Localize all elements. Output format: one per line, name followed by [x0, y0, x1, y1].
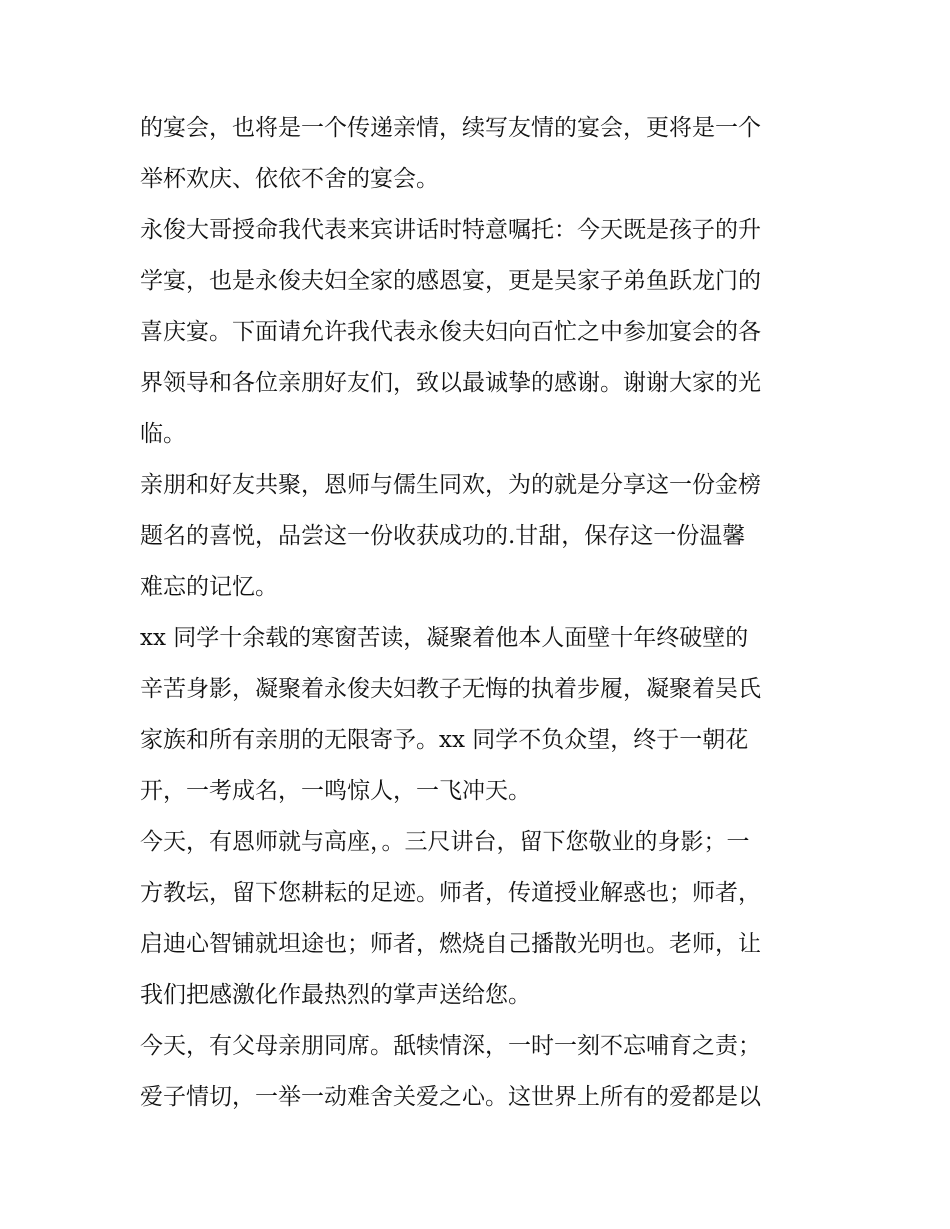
text-line: 方教坛，留下您耕耘的足迹。师者，传道授业解惑也；师者，: [140, 880, 761, 906]
text-line: 喜庆宴。下面请允许我代表永俊夫妇向百忙之中参加宴会的各: [140, 319, 761, 345]
text-line: 爱子情切，一举一动难舍关爱之心。这世界上所有的爱都是以: [140, 1084, 761, 1110]
text-line: 界领导和各位亲朋好友们，致以最诚挚的感谢。谢谢大家的光: [140, 370, 761, 396]
text-line: xx 同学十余载的寒窗苦读，凝聚着他本人面壁十年终破壁的: [140, 625, 749, 651]
text-line: 我们把感激化作最热烈的掌声送给您。: [140, 982, 531, 1008]
text-line: 临。: [140, 421, 186, 447]
text-line: 的宴会，也将是一个传递亲情，续写友情的宴会，更将是一个: [140, 115, 761, 141]
text-line: 开，一考成名，一鸣惊人，一飞冲天。: [140, 778, 531, 804]
body-text: [140, 103, 820, 1123]
text-line: 举杯欢庆、依依不舍的宴会。: [140, 166, 439, 192]
text-line: 今天，有恩师就与高座，。三尺讲台，留下您敬业的身影；一: [140, 829, 750, 855]
text-line: 今天，有父母亲朋同席。舐犊情深，一时一刻不忘哺育之责；: [140, 1033, 761, 1059]
text-line: 永俊大哥授命我代表来宾讲话时特意嘱托：今天既是孩子的升: [140, 217, 761, 243]
text-line: 题名的喜悦，品尝这一份收获成功的.甘甜，保存这一份温馨: [140, 523, 746, 549]
text-line: 辛苦身影，凝聚着永俊夫妇教子无悔的执着步履，凝聚着吴氏: [140, 676, 761, 702]
text-line: 难忘的记忆。: [140, 574, 278, 600]
text-line: 家族和所有亲朋的无限寄予。xx 同学不负众望，终于一朝花: [140, 727, 749, 753]
text-line: 启迪心智铺就坦途也；师者，燃烧自己播散光明也。老师，让: [140, 931, 761, 957]
text-line: 亲朋和好友共聚，恩师与儒生同欢，为的就是分享这一份金榜: [140, 472, 761, 498]
text-line: 学宴，也是永俊夫妇全家的感恩宴，更是吴家子弟鱼跃龙门的: [140, 268, 761, 294]
